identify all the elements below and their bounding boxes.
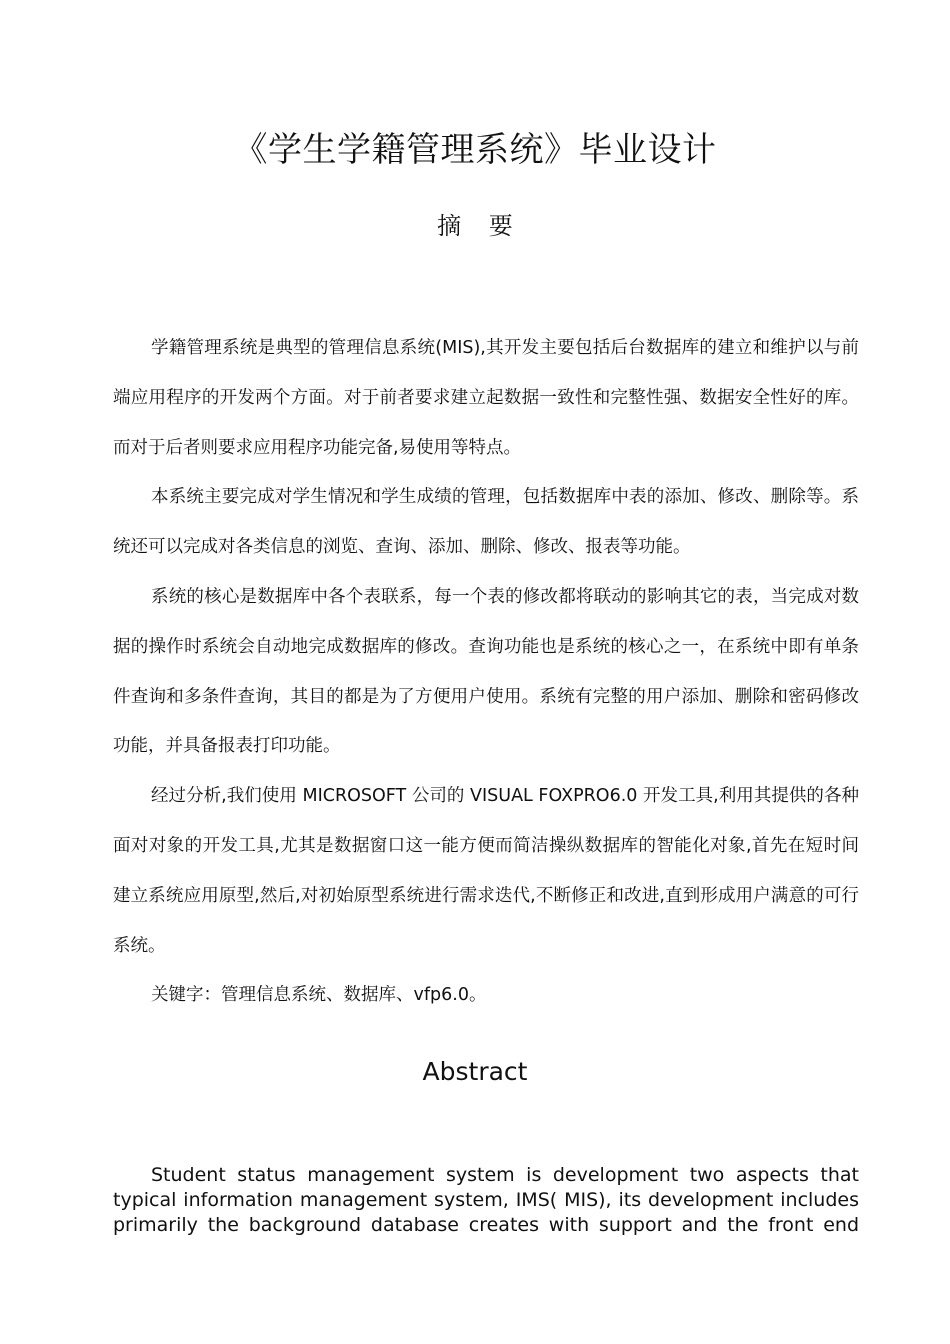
abstract-paragraph: 学籍管理系统是典型的管理信息系统(MIS),其开发主要包括后台数据库的建立和维护以与前端应用程序的开发两个方面。对于前者要求建立起数据一致性和完整性强、数据安全性好的库。而对于后者则要求应用程序功能完备,易使用等特点。 — [113, 338, 859, 458]
abstract-paragraph: 经过分析,我们使用 MICROSOFT 公司的 VISUAL FOXPRO6.0 开发工具,利用其提供的各种面对对象的开发工具,尤其是数据窗口这一能方便而简洁操纵数据库的智能化对象,首先在短时间建立系统应用原型,然后,对初始原型系统进行需求迭代,不断修正和改进,直到形成用户满意的可行系统。 — [113, 786, 859, 956]
abstract-paragraph: 本系统主要完成对学生情况和学生成绩的管理，包括数据库中表的添加、修改、删除等。系统还可以完成对各类信息的浏览、查询、添加、删除、修改、报表等功能。 — [113, 487, 859, 558]
keywords-paragraph: 关键字：管理信息系统、数据库、vfp6.0。 — [151, 985, 487, 1006]
abstract-body-english — [113, 1163, 859, 1238]
document-title: 《学生学籍管理系统》毕业设计 — [233, 130, 717, 170]
abstract-heading-chinese: 摘 要 — [437, 212, 523, 240]
abstract-paragraph: 系统的核心是数据库中各个表联系，每一个表的修改都将联动的影响其它的表，当完成对数据的操作时系统会自动地完成数据库的修改。查询功能也是系统的核心之一，在系统中即有单条件查询和多条件查询，其目的都是为了方便用户使用。系统有完整的用户添加、删除和密码修改功能，并具备报表打印功能。 — [113, 586, 859, 757]
abstract-paragraph-english: Student status management system is development two aspects that typical information management system, IMS( MIS), its development includes primarily the background database creates with support and the front end — [113, 1164, 859, 1236]
abstract-heading-english: Abstract — [422, 1057, 528, 1086]
abstract-body-chinese — [113, 324, 859, 1021]
